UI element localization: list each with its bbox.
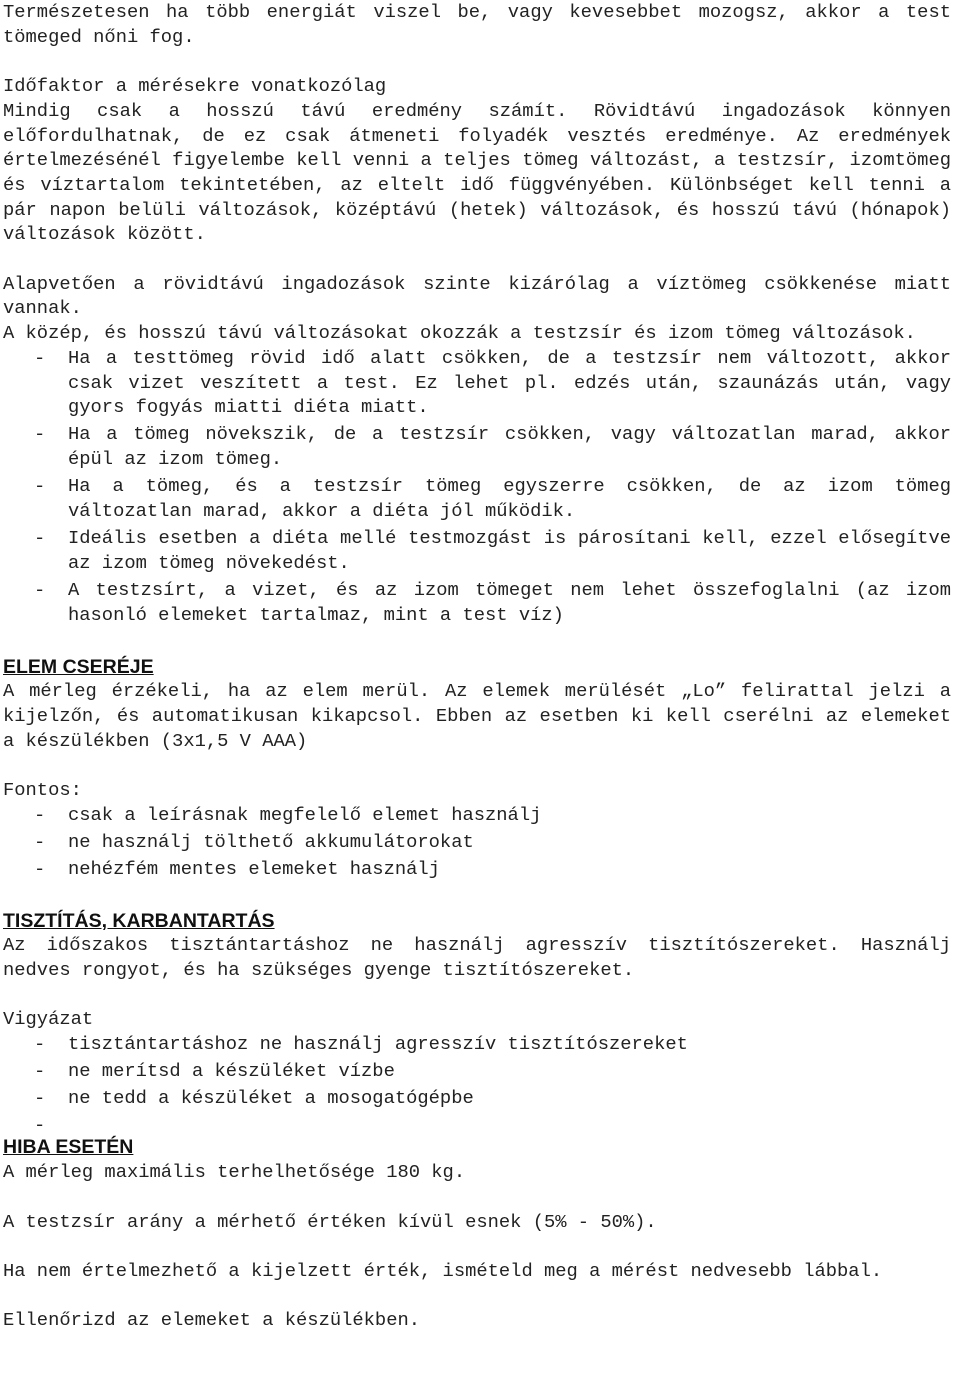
error-fat-range: A testzsír arány a mérhető értéken kívül esnek (5% - 50%). (3, 1210, 657, 1233)
list-item: - ne merítsd a készüléket vízbe (34, 1060, 395, 1083)
list-item: - Ha a tömeg, és a testzsír tömeg egyszerre csökken, de az izom tömeg változatlan marad, akkor a diéta jól működik. (34, 475, 951, 523)
battery-body: A mérleg érzékeli, ha az elem merül. Az elemek merülését „Lo” felirattal jelzi a kijelzőn, és automatikusan kikapcsol. Ebben az esetben ki kell cserélni az elemeket a készülékben (3x1,5 V AAA) (3, 680, 951, 752)
cleaning-body: Az időszakos tisztántartáshoz ne használj agresszív tisztítószereket. Használj nedves rongyot, és ha szükséges gyenge tisztítószereket. (3, 934, 951, 982)
intro-paragraph: Természetesen ha több energiát viszel be, vagy kevesebbet mozogsz, akkor a test tömeged nőni fog. (3, 1, 951, 48)
battery-heading: ELEM CSERÉJE (3, 655, 154, 678)
caution-label: Vigyázat (3, 1008, 94, 1031)
list-item: - Ha a testtömeg rövid idő alatt csökken, de a testzsír nem változott, akkor csak vizet veszített a test. Ez lehet pl. edzés után, szaunázás után, vagy gyors fogyás miatti diéta miatt. (34, 346, 951, 419)
list-item: - Ha a tömeg növekszik, de a testzsír csökken, vagy változatlan marad, akkor épül az izom tömeg. (34, 423, 951, 471)
timefactor-body: Mindig csak a hosszú távú eredmény számít. Rövidtávú ingadozások könnyen előfordulhatnak, de ez csak átmeneti folyadék vesztés eredménye. Az eredmények értelmezésénél figyelembe kell venni a teljes tömeg változást, a testzsír, izomtömeg és víztartalom tekintetében, az eltelt idő függvényében. Különbséget kell tenni a pár napon belüli változások, középtávú (hetek) változások, és hosszú távú (hónapok) változások között. (3, 99, 951, 246)
list-item: - ne használj tölthető akkumulátorokat (34, 830, 474, 853)
important-label: Fontos: (3, 779, 82, 802)
cleaning-heading: TISZTÍTÁS, KARBANTARTÁS (3, 909, 275, 932)
list-item: - tisztántartáshoz ne használj agresszív tisztítószereket (34, 1033, 688, 1056)
error-check-batteries: Ellenőrizd az elemeket a készülékben. (3, 1309, 421, 1332)
error-repeat: Ha nem értelmezhető a kijelzett érték, ismételd meg a mérést nedvesebb lábbal. (3, 1259, 883, 1282)
changes-list (3, 346, 951, 628)
list-item: - (34, 1114, 46, 1137)
error-heading: HIBA ESETÉN (3, 1136, 134, 1159)
list-item: - nehézfém mentes elemeket használj (34, 857, 440, 880)
error-max-load: A mérleg maximális terhelhetősége 180 kg. (3, 1161, 466, 1184)
battery-list (3, 803, 951, 882)
cleaning-list (3, 1032, 951, 1137)
manual-page (3, 0, 951, 1333)
list-item: - ne tedd a készüléket a mosogatógépbe (34, 1087, 474, 1110)
list-item: - csak a leírásnak megfelelő elemet használj (34, 803, 542, 826)
list-item: - A testzsírt, a vizet, és az izom tömeget nem lehet összefoglalni (az izom hasonló elemeket tartalmaz, mint a test víz) (34, 579, 951, 626)
long-term-paragraph: A közép, és hosszú távú változásokat okozzák a testzsír és izom tömeg változások. (3, 322, 916, 345)
short-term-paragraph: Alapvetően a rövidtávú ingadozások szinte kizárólag a víztömeg csökkenése miatt vannak. (3, 272, 951, 320)
list-item: - Ideális esetben a diéta mellé testmozgást is párosítani kell, ezzel elősegítve az izom tömeg növekedést. (34, 527, 951, 574)
timefactor-title: Időfaktor a mérésekre vonatkozólag (3, 75, 387, 98)
